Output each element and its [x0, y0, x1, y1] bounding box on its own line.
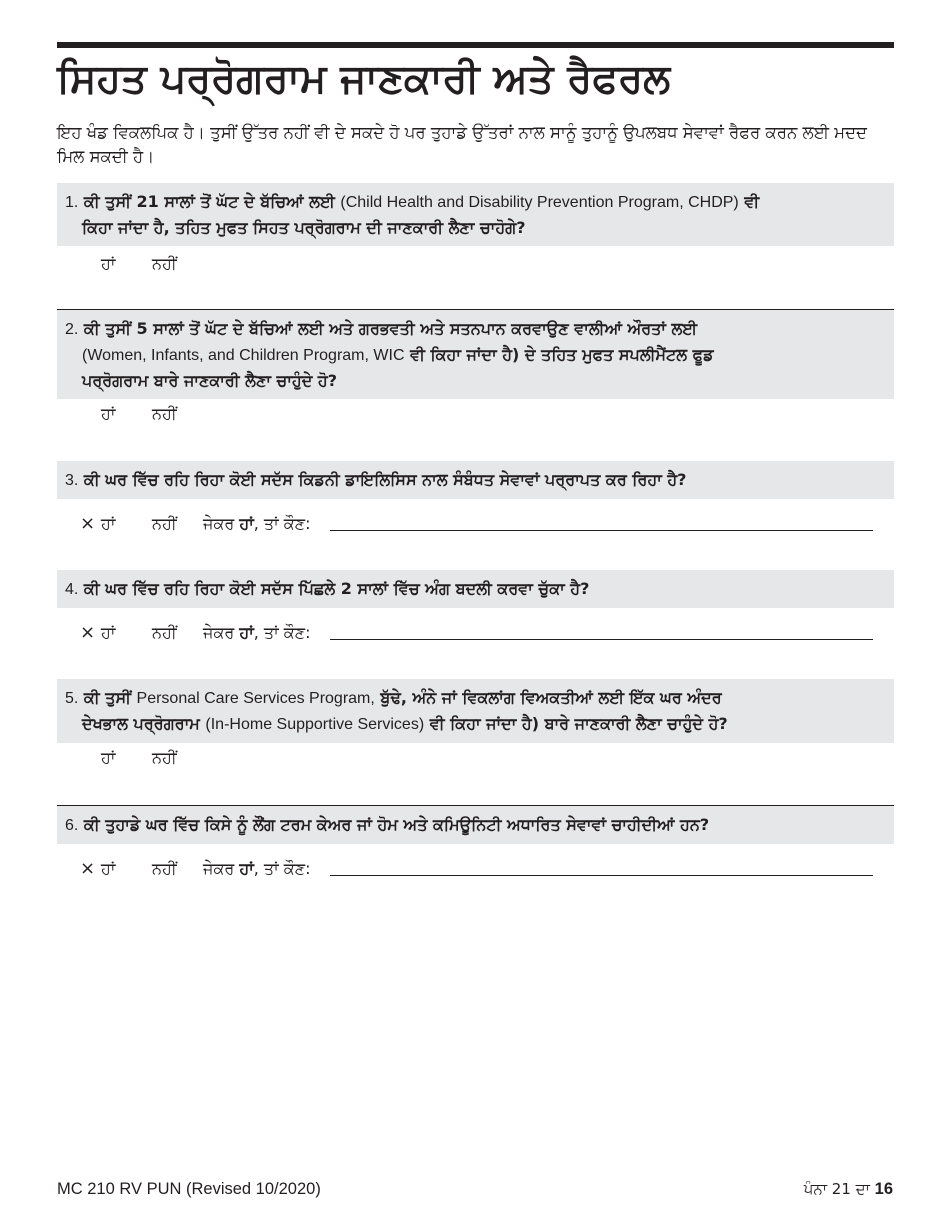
question-6-text [65, 812, 870, 838]
no-option[interactable]: ਨਹੀਂ [152, 748, 177, 767]
question-2-line1: ਕੀ ਤੁਸੀਂ 5 ਸਾਲਾਂ ਤੋਂ ਘੱਟ ਦੇ ਬੱਚਿਆਂ ਲਈ ਅਤੇ ਗਰਭਵਤੀ ਅਤੇ ਸਤਨਪਾਨ ਕਰਵਾਉਣ ਵਾਲੀਆਂ ਔਰਤਾਂ ਲਈ [83, 319, 698, 338]
page-number: ਪੰਨਾ 21 ਦਾ 16 [803, 1180, 893, 1198]
no-option[interactable]: ਨਹੀਂ [152, 514, 177, 533]
question-2-line3: ਪਰ੍ਰੋਗਰਾਮ ਬਾਰੇ ਜਾਣਕਾਰੀ ਲੈਣਾ ਚਾਹੁੰਦੇ ਹੋ? [82, 371, 338, 390]
top-rule [57, 42, 894, 48]
question-number: 2. [65, 321, 79, 338]
question-2 [57, 309, 894, 399]
answer-row-3 [57, 510, 894, 538]
question-number: 6. [65, 817, 79, 834]
question-1-line1-end: ਵੀ [738, 192, 760, 211]
checked-x-mark[interactable]: × [80, 513, 96, 534]
question-3-text [65, 467, 870, 493]
question-5-program-en: Personal Care Services Program, [136, 690, 375, 707]
question-number: 5. [65, 690, 79, 707]
question-4-line1: ਕੀ ਘਰ ਵਿੱਚ ਰਹਿ ਰਿਹਾ ਕੋਈ ਸਦੱਸ ਪਿੱਛਲੇ 2 ਸਾਲਾਂ ਵਿੱਚ ਅੰਗ ਬਦਲੀ ਕਰਵਾ ਚੁੱਕਾ ਹੈ? [83, 579, 590, 598]
question-1-line2: ਕਿਹਾ ਜਾਂਦਾ ਹੈ, ਤਹਿਤ ਮੁਫਤ ਸਿਹਤ ਪਰ੍ਰੋਗਰਾਮ ਦੀ ਜਾਣਕਾਰੀ ਲੈਣਾ ਚਾਹੋਗੇ? [82, 218, 526, 237]
question-1-program-en: (Child Health and Disability Prevention Program, CHDP) [340, 194, 739, 211]
question-4-text [65, 576, 870, 602]
if-yes-who-label: ਜੇਕਰ ਹਾਂ, ਤਾਂ ਕੌਣ: [203, 514, 311, 533]
answer-row-4 [57, 619, 894, 647]
yes-option[interactable]: ਹਾਂ [101, 623, 116, 642]
who-input-line[interactable] [330, 639, 873, 640]
answer-row-1 [57, 250, 894, 278]
question-number: 1. [65, 194, 79, 211]
answer-row-2 [57, 400, 894, 428]
form-id: MC 210 RV PUN (Revised 10/2020) [57, 1180, 321, 1198]
question-6-line1: ਕੀ ਤੁਹਾਡੇ ਘਰ ਵਿੱਚ ਕਿਸੇ ਨੂੰ ਲੌਂਗ ਟਰਮ ਕੇਅਰ ਜਾਂ ਹੋਮ ਅਤੇ ਕਮਿਊਨਿਟੀ ਅਧਾਰਿਤ ਸੇਵਾਵਾਂ ਚਾਹੀਦੀਆਂ ਹਨ? [83, 815, 710, 834]
question-5-line2: ਦੇਖਭਾਲ ਪਰ੍ਰੋਗਰਾਮ [82, 714, 206, 733]
no-option[interactable]: ਨਹੀਂ [152, 859, 177, 878]
intro-text: ਇਹ ਖੰਡ ਵਿਕਲਪਿਕ ਹੈ। ਤੁਸੀਂ ਉੱਤਰ ਨਹੀਂ ਵੀ ਦੇ ਸਕਦੇ ਹੋ ਪਰ ਤੁਹਾਡੇ ਉੱਤਰਾਂ ਨਾਲ ਸਾਨੂੰ ਤੁਹਾਨੂੰ ਉਪਲਬਧ ਸੇਵਾਵਾਂ ਰੈਫਰ ਕਰਨ ਲਈ ਮਦਦ ਮਿਲ ਸਕਦੀ ਹੈ। [57, 123, 867, 166]
question-number: 3. [65, 472, 79, 489]
question-5-line1-end: ਬੁੱਢੇ, ਅੰਨੇ ਜਾਂ ਵਿਕਲਾਂਗ ਵਿਅਕਤੀਆਂ ਲਈ ਇੱਕ ਘਰ ਅੰਦਰ [374, 688, 722, 707]
checked-x-mark[interactable]: × [80, 858, 96, 879]
no-option[interactable]: ਨਹੀਂ [152, 254, 177, 273]
no-option[interactable]: ਨਹੀਂ [152, 623, 177, 642]
question-5-line1: ਕੀ ਤੁਸੀਂ [83, 688, 137, 707]
who-input-line[interactable] [330, 875, 873, 876]
yes-option[interactable]: ਹਾਂ [101, 404, 116, 423]
question-3-line1: ਕੀ ਘਰ ਵਿੱਚ ਰਹਿ ਰਿਹਾ ਕੋਈ ਸਦੱਸ ਕਿਡਨੀ ਡਾਇਲਿਸਿਸ ਨਾਲ ਸੰਬੰਧਤ ਸੇਵਾਵਾਂ ਪਰ੍ਰਾਪਤ ਕਰ ਰਿਹਾ ਹੈ? [83, 470, 687, 489]
answer-row-6 [57, 855, 894, 883]
yes-option[interactable]: ਹਾਂ [101, 859, 116, 878]
yes-option[interactable]: ਹਾਂ [101, 748, 116, 767]
question-5-ihss-en: (In-Home Supportive Services) [205, 716, 425, 733]
question-2-program-en: (Women, Infants, and Children Program, WIC [82, 347, 405, 364]
question-4 [57, 570, 894, 608]
question-1-text [65, 189, 870, 240]
question-6 [57, 805, 894, 844]
question-5-line2-end: ਵੀ ਕਿਹਾ ਜਾਂਦਾ ਹੈ) ਬਾਰੇ ਜਾਣਕਾਰੀ ਲੈਣਾ ਚਾਹੁੰਦੇ ਹੋ? [424, 714, 728, 733]
question-3 [57, 461, 894, 499]
who-input-line[interactable] [330, 530, 873, 531]
yes-option[interactable]: ਹਾਂ [101, 254, 116, 273]
page-title: ਸਿਹਤ ਪਰ੍ਰੋਗਰਾਮ ਜਾਣਕਾਰੀ ਅਤੇ ਰੈਫਰਲ [57, 56, 671, 102]
question-2-text [65, 316, 870, 393]
if-yes-who-label: ਜੇਕਰ ਹਾਂ, ਤਾਂ ਕੌਣ: [203, 859, 311, 878]
question-5-text [65, 685, 870, 737]
question-1 [57, 183, 894, 246]
question-5 [57, 679, 894, 743]
question-2-line2: ਵੀ ਕਿਹਾ ਜਾਂਦਾ ਹੈ) ਦੇ ਤਹਿਤ ਮੁਫਤ ਸਪਲੀਮੈਂਟਲ ਫੂਡ [404, 345, 714, 364]
checked-x-mark[interactable]: × [80, 622, 96, 643]
no-option[interactable]: ਨਹੀਂ [152, 404, 177, 423]
question-number: 4. [65, 581, 79, 598]
yes-option[interactable]: ਹਾਂ [101, 514, 116, 533]
answer-row-5 [57, 744, 894, 772]
if-yes-who-label: ਜੇਕਰ ਹਾਂ, ਤਾਂ ਕੌਣ: [203, 623, 311, 642]
question-1-line1: ਕੀ ਤੁਸੀਂ 21 ਸਾਲਾਂ ਤੋਂ ਘੱਟ ਦੇ ਬੱਚਿਆਂ ਲਈ [83, 192, 341, 211]
